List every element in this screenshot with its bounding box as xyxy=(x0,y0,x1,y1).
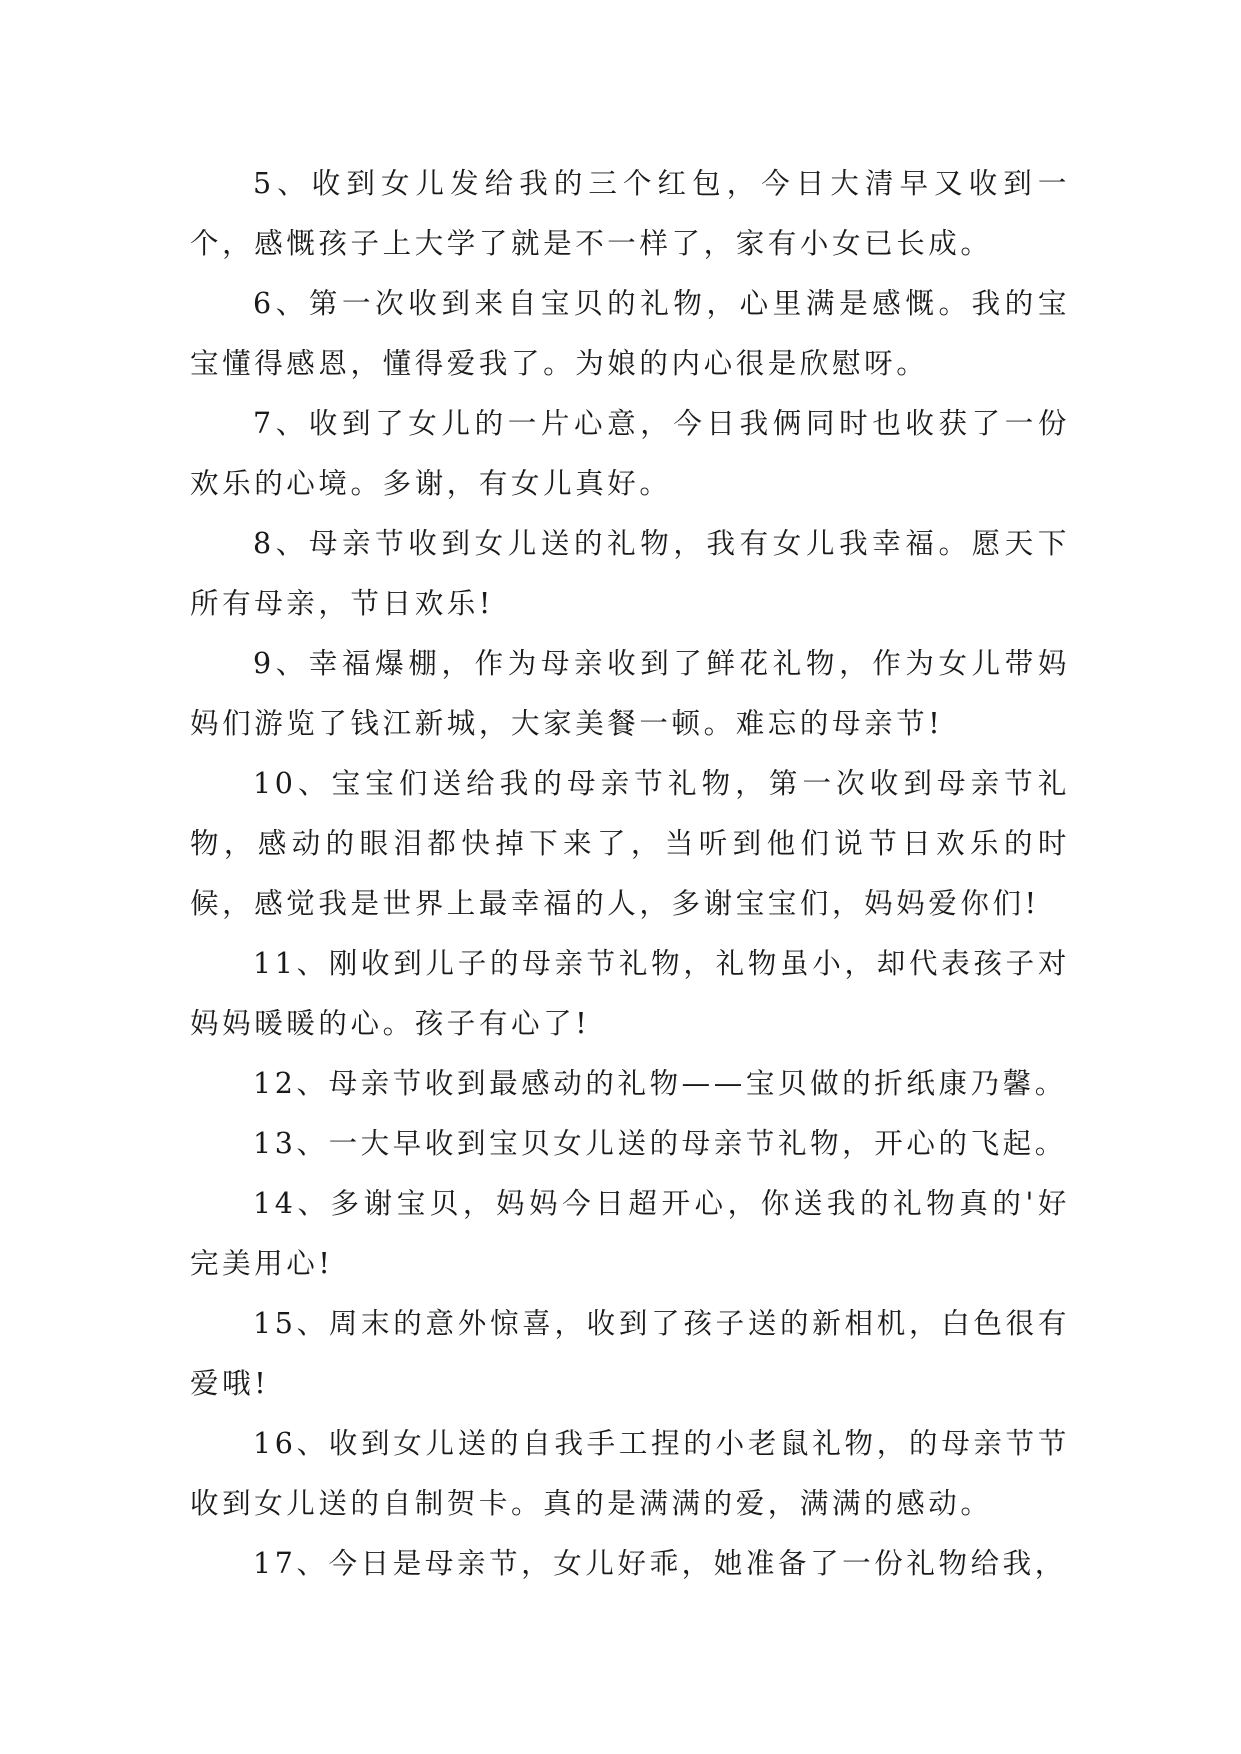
paragraph-11: 11、刚收到儿子的母亲节礼物，礼物虽小，却代表孩子对妈妈暖暖的心。孩子有心了! xyxy=(190,947,1070,1040)
paragraph-12: 12、母亲节收到最感动的礼物——宝贝做的折纸康乃馨。 xyxy=(253,1067,1067,1100)
paragraph-9: 9、幸福爆棚，作为母亲收到了鲜花礼物，作为女儿带妈妈们游览了钱江新城，大家美餐一顿。难忘的母亲节! xyxy=(190,647,1070,740)
paragraph-17: 17、今日是母亲节，女儿好乖，她准备了一份礼物给我， xyxy=(253,1547,1067,1580)
paragraph-6: 6、第一次收到来自宝贝的礼物，心里满是感慨。我的宝宝懂得感恩，懂得爱我了。为娘的内心很是欣慰呀。 xyxy=(190,287,1070,380)
paragraph-5: 5、收到女儿发给我的三个红包，今日大清早又收到一个，感慨孩子上大学了就是不一样了，家有小女已长成。 xyxy=(190,167,1070,260)
paragraph-15: 15、周末的意外惊喜，收到了孩子送的新相机，白色很有爱哦! xyxy=(190,1307,1070,1400)
paragraph-8: 8、母亲节收到女儿送的礼物，我有女儿我幸福。愿天下所有母亲，节日欢乐! xyxy=(190,527,1070,620)
paragraph-7: 7、收到了女儿的一片心意，今日我俩同时也收获了一份欢乐的心境。多谢，有女儿真好。 xyxy=(190,407,1070,500)
paragraph-16: 16、收到女儿送的自我手工捏的小老鼠礼物，的母亲节节收到女儿送的自制贺卡。真的是满满的爱，满满的感动。 xyxy=(190,1427,1070,1520)
paragraph-10: 10、宝宝们送给我的母亲节礼物，第一次收到母亲节礼物，感动的眼泪都快掉下来了，当听到他们说节日欢乐的时候，感觉我是世界上最幸福的人，多谢宝宝们，妈妈爱你们! xyxy=(190,767,1070,920)
document-body xyxy=(190,154,1070,1594)
paragraph-14: 14、多谢宝贝，妈妈今日超开心，你送我的礼物真的'好完美用心! xyxy=(190,1187,1070,1280)
paragraph-13: 13、一大早收到宝贝女儿送的母亲节礼物，开心的飞起。 xyxy=(253,1127,1067,1160)
